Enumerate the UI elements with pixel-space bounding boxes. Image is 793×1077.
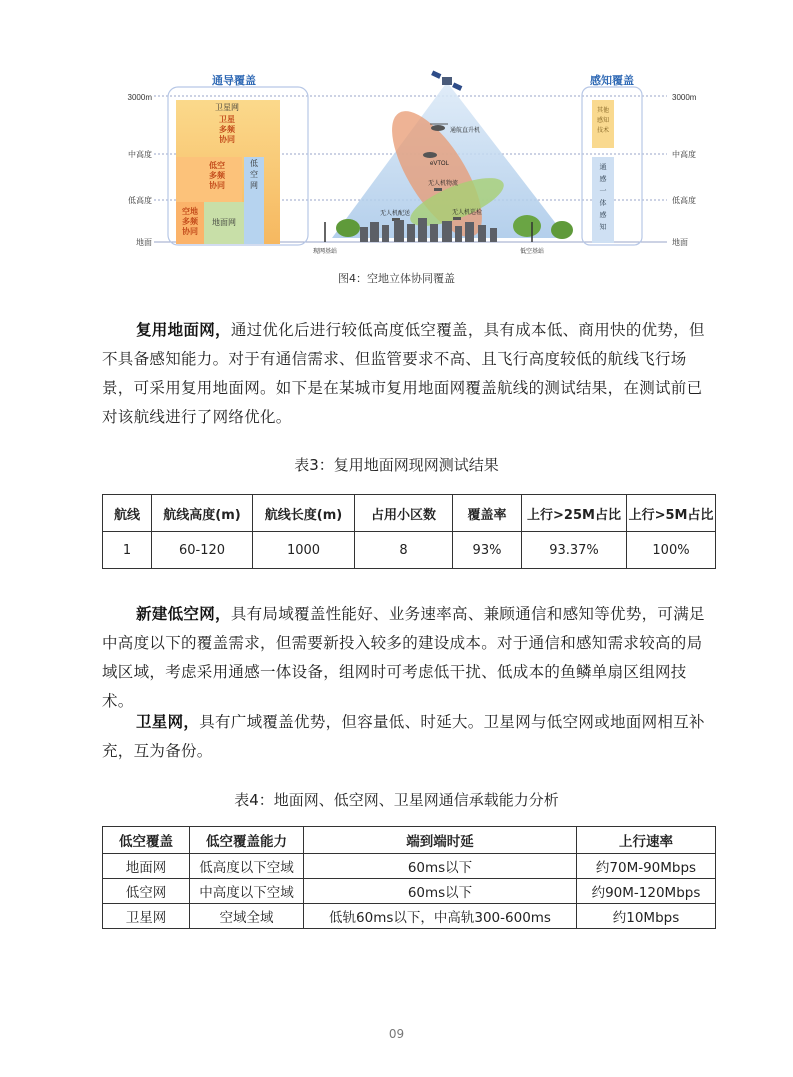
coverage-diagram	[112, 62, 712, 262]
table3-header-row	[103, 495, 716, 532]
alt-3000-right: 3000m	[672, 93, 697, 102]
para3-heading: 卫星网，	[136, 713, 200, 731]
para1-body: 通过优化后进行较低高度低空覆盖，具有成本低、商用快的优势，但不具备感知能力。对于有通信需求、但监管要求不高、且飞行高度较低的航线飞行场景，可采用复用地面网。如下是在某城市复用地面网覆盖航线的测试结果，在测试前已对该航线进行了网络优化。	[102, 321, 705, 426]
page-number: 09	[388, 1027, 405, 1041]
table3-cell: 93%	[453, 532, 522, 569]
ground-multi-line2: 多频	[182, 217, 198, 226]
table4-cell: 卫星网	[103, 904, 190, 929]
alt-low-left: 低高度	[128, 196, 152, 205]
para2-body: 具有局域覆盖性能好、业务速率高、兼顾通信和感知等优势，可满足中高度以下的覆盖需求，但需要新投入较多的建设成本。对于通信和感知需求较高的局域区域，考虑采用通感一体设备，组网时可考虑低干扰、低成本的鱼鳞单扇区组网技术。	[102, 605, 705, 710]
table4-cell: 低轨60ms以下，中高轨300-600ms	[304, 904, 577, 929]
comm-coverage-label: 通导覆盖	[212, 75, 256, 87]
sense-bottom-char6: 知	[599, 224, 607, 231]
paragraph-ground-net	[102, 316, 718, 432]
table3-header-cell: 占用小区数	[355, 495, 453, 532]
ground-multi-line3: 协同	[182, 227, 198, 236]
table-row	[103, 904, 716, 929]
table4-cell: 低空网	[103, 879, 190, 904]
sense-top-line3: 技术	[596, 128, 610, 134]
alt-ground-right: 地面	[672, 238, 688, 247]
sense-coverage-label: 感知覆盖	[590, 75, 634, 87]
table3-header-cell: 航线	[103, 495, 152, 532]
ground-net-label: 地面网	[212, 218, 236, 227]
table3-header-cell: 上行>5M占比	[627, 495, 716, 532]
low-bs-label: 低空基站	[519, 249, 545, 255]
table3-title: 表3：复用地面网现网测试结果	[294, 456, 499, 474]
para1-heading: 复用地面网，	[136, 321, 231, 339]
paragraph-low-air-net	[102, 600, 718, 716]
table4-cell: 空域全域	[190, 904, 304, 929]
helicopter-label: 通航直升机	[450, 128, 481, 134]
alt-3000-left: 3000m	[127, 93, 152, 102]
sense-bottom-char5: 感	[599, 212, 607, 219]
evtol-label: eVTOL	[430, 161, 449, 167]
sat-multi-line1: 卫星	[219, 115, 235, 124]
table-row	[103, 532, 716, 569]
table4-header-cell: 低空覆盖	[103, 827, 190, 854]
alt-ground-left: 地面	[136, 238, 152, 247]
logistics-label: 无人机物流	[428, 181, 459, 187]
delivery-label: 无人机配送	[380, 211, 411, 217]
sat-multi-line2: 多频	[219, 125, 235, 134]
existing-bs-label: 现网基站	[312, 249, 338, 255]
table3-header-cell: 航线高度(m)	[152, 495, 253, 532]
table3-header-cell: 覆盖率	[453, 495, 522, 532]
table3	[102, 494, 716, 569]
figure-caption: 图4：空地立体协同覆盖	[338, 272, 455, 285]
sense-bottom-char2: 感	[599, 176, 607, 183]
para3-body: 具有广域覆盖优势，但容量低、时延大。卫星网与低空网或地面网相互补充，互为备份。	[102, 713, 705, 760]
low-multi-line3: 协同	[209, 181, 225, 190]
table3-cell: 1	[103, 532, 152, 569]
sense-bottom-char3: 一	[599, 188, 607, 195]
table3-cell: 8	[355, 532, 453, 569]
sense-top-line2: 感知	[596, 118, 610, 124]
table3-cell: 93.37%	[522, 532, 627, 569]
logistics-drone-icon	[434, 188, 442, 191]
satellite-net-label: 卫星网	[215, 103, 239, 112]
table3-header-cell: 上行>25M占比	[522, 495, 627, 532]
sat-multi-line3: 协同	[219, 135, 235, 144]
table3-cell: 100%	[627, 532, 716, 569]
ground-multi-line1: 空地	[182, 207, 198, 216]
table4-cell: 约70M-90Mbps	[577, 854, 716, 879]
low-net-char1: 低	[250, 159, 258, 168]
table4-cell: 中高度以下空域	[190, 879, 304, 904]
table3-header-cell: 航线长度(m)	[253, 495, 355, 532]
table4-header-cell: 端到端时延	[304, 827, 577, 854]
table4-header-cell: 上行速率	[577, 827, 716, 854]
inspection-label: 无人机巡检	[452, 210, 483, 216]
table4-cell: 60ms以下	[304, 854, 577, 879]
alt-mid-right: 中高度	[672, 150, 696, 159]
table4-header-cell: 低空覆盖能力	[190, 827, 304, 854]
low-net-char2: 空	[250, 170, 258, 179]
para2-heading: 新建低空网，	[136, 605, 231, 623]
alt-low-right: 低高度	[672, 196, 696, 205]
sense-bottom-char4: 体	[599, 200, 607, 207]
table4-cell: 地面网	[103, 854, 190, 879]
low-multi-line2: 多频	[209, 171, 225, 180]
alt-mid-left: 中高度	[128, 150, 152, 159]
evtol-icon	[423, 152, 437, 158]
sense-bottom-char1: 通	[599, 164, 607, 171]
table4-header-row	[103, 827, 716, 854]
table4-cell: 约10Mbps	[577, 904, 716, 929]
paragraph-satellite-net	[102, 708, 718, 766]
low-net-char3: 网	[250, 181, 258, 190]
coverage-figure	[112, 62, 712, 262]
table4-cell: 约90M-120Mbps	[577, 879, 716, 904]
inspection-drone-icon	[453, 217, 461, 220]
table4-title: 表4：地面网、低空网、卫星网通信承载能力分析	[234, 791, 559, 809]
table4	[102, 826, 716, 929]
table4-cell: 低高度以下空域	[190, 854, 304, 879]
table3-cell: 1000	[253, 532, 355, 569]
table3-cell: 60-120	[152, 532, 253, 569]
low-multi-line1: 低空	[209, 161, 225, 170]
table-row	[103, 854, 716, 879]
table-row	[103, 879, 716, 904]
table4-cell: 60ms以下	[304, 879, 577, 904]
sense-top-line1: 其他	[596, 108, 610, 114]
